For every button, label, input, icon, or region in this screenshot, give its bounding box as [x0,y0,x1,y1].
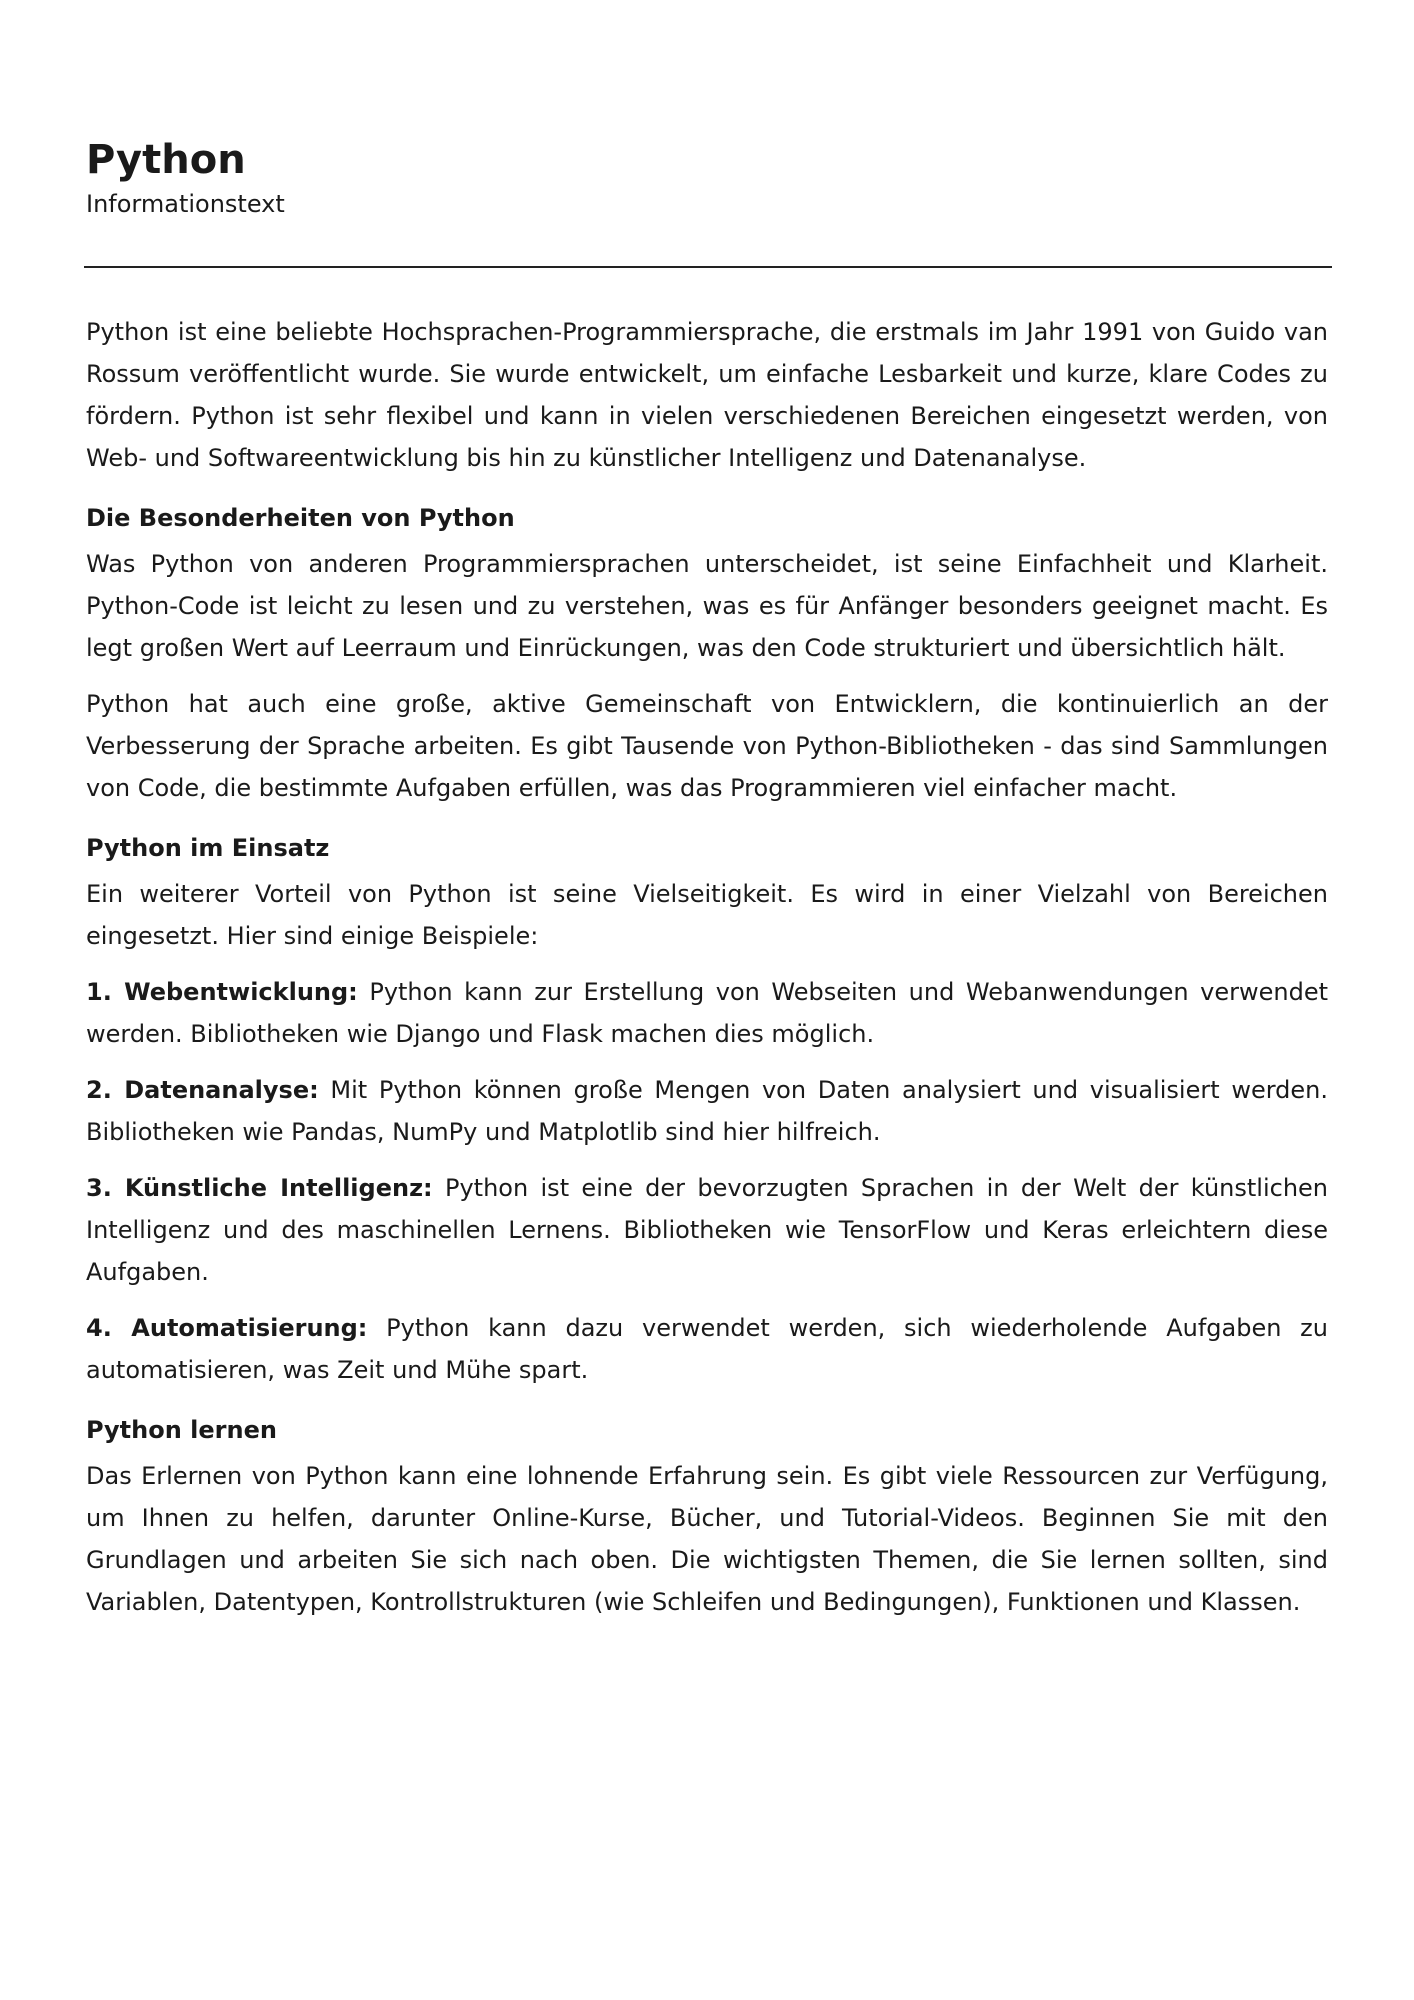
list-item-automatisierung [86,1307,1328,1391]
section-heading-lernen: Python lernen [86,1416,277,1444]
lernen-paragraph: Das Erlernen von Python kann eine lohnende Erfahrung sein. Es gibt viele Ressourcen zur Verfügung, um Ihnen zu helfen, darunter Online-Kurse, Bücher, und Tutorial-Videos. Beginnen Sie mit den Grundlagen und arbeiten Sie sich nach oben. Die wichtigsten Themen, die Sie lernen sollten, sind Variablen, Datentypen, Kontrollstrukturen (wie Schleifen und Bedingungen), Funktionen und Klassen. [86,1462,1328,1616]
list-item-label: 1. Webentwicklung: [86,978,358,1006]
section-heading-besonderheiten: Die Besonderheiten von Python [86,504,515,532]
list-item-label: 4. Automatisierung: [86,1314,368,1342]
page-subtitle: Informationstext [86,190,285,218]
list-item-text: Python ist eine der bevorzugten Sprachen in der Welt der künstlichen Intelligenz und des maschinellen Lernens. Bibliotheken wie TensorFlow und Keras erleichtern diese Aufgaben. [86,1174,1329,1286]
list-item-datenanalyse [86,1069,1328,1153]
list-item-webentwicklung [86,971,1328,1055]
list-item-label: 2. Datenanalyse: [86,1076,319,1104]
besonderheiten-paragraph-2: Python hat auch eine große, aktive Gemeinschaft von Entwicklern, die kontinuierlich an der Verbesserung der Sprache arbeiten. Es gibt Tausende von Python-Bibliotheken - das sind Sammlungen von Code, die bestimmte Aufgaben erfüllen, was das Programmieren viel einfacher macht. [86,690,1328,802]
list-item-text: Mit Python können große Mengen von Daten analysiert und visualisiert werden. Bibliotheken wie Pandas, NumPy und Matplotlib sind hier hilfreich. [86,1076,1328,1146]
list-item-text: Python kann dazu verwendet werden, sich wiederholende Aufgaben zu automatisieren, was Zeit und Mühe spart. [86,1314,1328,1384]
page-title: Python [86,137,246,183]
list-item-text: Python kann zur Erstellung von Webseiten und Webanwendungen verwendet werden. Bibliotheken wie Django und Flask machen dies möglich. [86,978,1328,1048]
header-divider [84,266,1332,268]
document-body [86,311,1328,1623]
besonderheiten-paragraph-1: Was Python von anderen Programmiersprachen unterscheidet, ist seine Einfachheit und Klarheit. Python-Code ist leicht zu lesen und zu verstehen, was es für Anfänger besonders geeignet macht. Es legt großen Wert auf Leerraum und Einrückungen, was den Code strukturiert und übersichtlich hält. [86,550,1328,662]
einsatz-intro-paragraph: Ein weiterer Vorteil von Python ist seine Vielseitigkeit. Es wird in einer Vielzahl von Bereichen eingesetzt. Hier sind einige Beispiele: [86,880,1328,950]
list-item-label: 3. Künstliche Intelligenz: [86,1174,433,1202]
section-heading-einsatz: Python im Einsatz [86,834,330,862]
list-item-kuenstliche-intelligenz [86,1167,1328,1293]
intro-paragraph: Python ist eine beliebte Hochsprachen-Programmiersprache, die erstmals im Jahr 1991 von Guido van Rossum veröffentlicht wurde. Sie wurde entwickelt, um einfache Lesbarkeit und kurze, klare Codes zu fördern. Python ist sehr flexibel und kann in vielen verschiedenen Bereichen eingesetzt werden, von Web- und Softwareentwicklung bis hin zu künstlicher Intelligenz und Datenanalyse. [86,318,1328,472]
